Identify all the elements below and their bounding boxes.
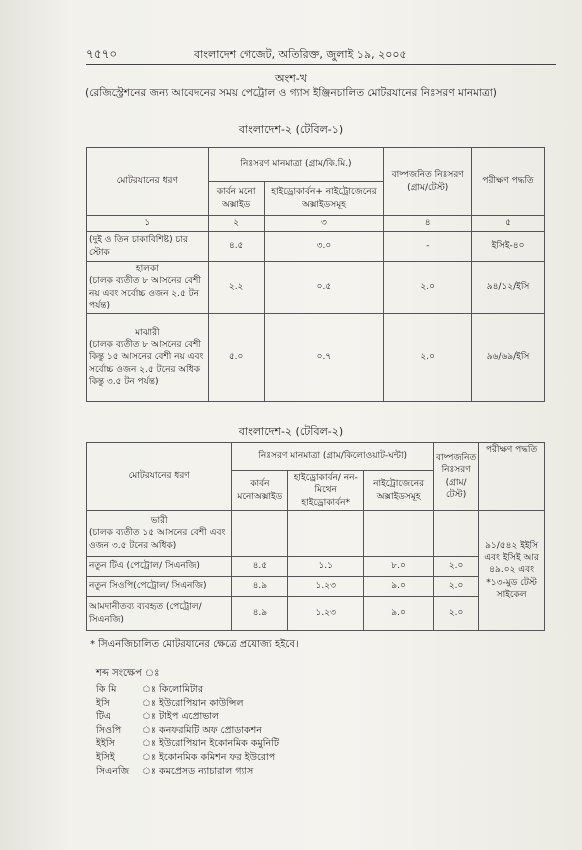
abbreviation-meaning: ঃ কমপ্রেসড ন্যাচারাল গ্যাস xyxy=(142,765,254,777)
abbreviations-title: শব্দ সংক্ষেপ ঃ xyxy=(96,668,160,679)
abbreviation: সিওপি xyxy=(96,724,122,736)
abbreviation-meaning: ঃ টাইপ এপ্রোভাল xyxy=(142,711,220,723)
table-row xyxy=(87,557,545,577)
header-emission-standard: নিঃসরণ মানমাত্রা (গ্রাম/কি.মি.) xyxy=(208,148,384,182)
co-cell: ৪.৫ xyxy=(208,232,264,262)
page-number: ৭৫৭০ xyxy=(86,47,118,61)
header-hc: হাইড্রোকার্বন/ নন-মিথেন হাইড্রোকার্বন* xyxy=(288,471,364,511)
hc-cell: ১.১ xyxy=(288,557,364,577)
vehicle-type-cell: (দুই ও তিন চাকাবিশিষ্ট) চার স্টোক xyxy=(87,232,209,262)
header-test-method: পরীক্ষণ পদ্ধতি xyxy=(472,148,545,216)
abbreviation: কি মি xyxy=(96,684,117,695)
vehicle-type-cell xyxy=(87,314,209,402)
col-number: ৩ xyxy=(264,216,384,232)
abbreviations-list xyxy=(96,683,279,778)
col-number: ৪ xyxy=(384,216,472,232)
evap-cell: ২.০ xyxy=(384,262,472,314)
page-header xyxy=(86,44,556,65)
header-vehicle-type: মোটরযানের ধরণ xyxy=(87,443,232,511)
list-item xyxy=(96,724,279,738)
abbreviation-meaning: ঃ কনফরমিটি অফ প্রোডাকশন xyxy=(142,724,262,736)
abbreviation-meaning: ঃ কিলোমিটার xyxy=(142,684,204,695)
table-row xyxy=(87,232,545,262)
vehicle-type-cell xyxy=(87,262,209,314)
emission-table-1 xyxy=(86,147,545,402)
abbreviation: ইইসি xyxy=(96,738,115,750)
co-cell: ৪.৯ xyxy=(232,577,288,597)
col-number: ২ xyxy=(208,216,264,232)
table1-title: বাংলাদেশ-২ (টেবিল-১) xyxy=(238,123,344,136)
evap-cell: ২.০ xyxy=(434,577,479,597)
nox-cell: ৯.০ xyxy=(364,577,434,597)
nox-cell: ৮.০ xyxy=(364,557,434,577)
test-method-cell: ৯৬/৬৯/ইসি xyxy=(472,314,545,402)
abbreviation-meaning: ঃ ইউরোপিয়ান ইকোনমিক কমুনিটি xyxy=(142,738,280,750)
list-item xyxy=(96,683,279,697)
header-nox: নাইট্রোজেনের অক্সাইডসমূহ xyxy=(364,471,434,511)
evap-cell: ২.০ xyxy=(434,557,479,577)
list-item xyxy=(96,697,279,711)
co-cell: ৪.৫ xyxy=(232,557,288,577)
table-row xyxy=(87,577,545,597)
hc-nox-cell: ০.৫ xyxy=(264,262,384,314)
test-method-cell: ৯১/৫৪২ ইইসি এবং ইসিই আর ৪৯.০২ এবং *১৩-মুড টেস্ট সাইকেল xyxy=(479,511,545,631)
evap-cell: - xyxy=(384,232,472,262)
co-cell: ২.২ xyxy=(208,262,264,314)
header-evaporative-emission: বাষ্পজনিত নিঃসরণ (গ্রাম/টেস্ট) xyxy=(434,443,479,511)
vehicle-type-title: হালকা xyxy=(135,264,159,275)
abbreviation: টিএ xyxy=(96,711,112,723)
table-row xyxy=(87,511,545,557)
vehicle-type-desc: (চালক ব্যতীত ৮ আসনের বেশী নয় এবং সর্বোচ্চ ওজন ২.৫ টন পর্যন্ত) xyxy=(89,276,201,311)
header-test-method: পরীক্ষণ পদ্ধতি xyxy=(479,443,545,511)
vehicle-type-cell: আমদানীতব্য ব্যবহৃত (পেট্রোল/ সিএনজি) xyxy=(87,597,232,631)
table-row xyxy=(87,314,545,402)
section-subtitle: (রেজিস্ট্রেশনের জন্য আবেদনের সময় পেট্রোল ও গ্যাস ইঞ্জিনচালিত মোটরযানের নিঃসরণ মানমাত্রা) xyxy=(85,87,497,99)
col-number: ৫ xyxy=(472,216,545,232)
co-cell: ৪.৯ xyxy=(232,597,288,631)
emission-table-2 xyxy=(86,442,545,631)
hc-cell: ১.২৩ xyxy=(288,577,364,597)
vehicle-type-title: ভারী xyxy=(150,516,168,527)
abbreviation-meaning: ঃ ইউরোপিয়ান কাউন্সিল xyxy=(142,697,244,709)
vehicle-type-cell: নতুন সিওপি(পেট্রোল/ সিএনজি) xyxy=(87,577,232,597)
section-title: অংশ-খ xyxy=(275,72,307,85)
header-co: কার্বন মনোঅক্সাইড xyxy=(232,471,288,511)
header-co: কার্বন মনো অক্সাইড xyxy=(208,182,264,216)
vehicle-type-cell xyxy=(87,511,232,557)
hc-cell: ১.২৩ xyxy=(288,597,364,631)
list-item xyxy=(96,765,279,779)
table-row xyxy=(87,597,545,631)
list-item xyxy=(96,710,279,724)
vehicle-type-cell: নতুন টিএ (পেট্রোল/ সিএনজি) xyxy=(87,557,232,577)
evap-cell: ২.০ xyxy=(434,597,479,631)
co-cell: ৫.০ xyxy=(208,314,264,402)
table2-title: বাংলাদেশ-২ (টেবিল-২) xyxy=(238,425,344,438)
test-method-cell: ৯৪/১২/ইসি xyxy=(472,262,545,314)
table-row xyxy=(87,262,545,314)
abbreviation: ইসিই xyxy=(96,751,115,763)
vehicle-type-desc: (চালক ব্যতীত ১৫ আসনের বেশী এবং ওজন ৩.৫ টনের অধিক) xyxy=(89,528,226,551)
col-number: ১ xyxy=(87,216,209,232)
header-hc-nox: হাইড্রোকার্বন+ নাইট্রোজেনের অক্সাইডসমূহ xyxy=(264,182,384,216)
vehicle-type-title: মাঝারী xyxy=(135,328,160,339)
evap-cell: ২.০ xyxy=(384,314,472,402)
test-method-cell: ইসিই-৪০ xyxy=(472,232,545,262)
header-vehicle-type: মোটরযানের ধরণ xyxy=(87,148,209,216)
vehicle-type-desc: (চালক ব্যতীত ৮ আসনের বেশী কিন্তু ১৫ আসনের বেশী নয় এবং সর্বোচ্চ ওজন ২.৫ টনের অধিক কিন্তু ৩.৫ টন পর্যন্ত) xyxy=(89,340,204,387)
hc-nox-cell: ০.৭ xyxy=(264,314,384,402)
abbreviation-meaning: ঃ ইকোনমিক কমিশন ফর ইউরোপ xyxy=(142,751,276,763)
hc-nox-cell: ৩.০ xyxy=(264,232,384,262)
gazette-title: বাংলাদেশ গেজেট, অতিরিক্ত, জুলাই ১৯, ২০০৫ xyxy=(194,48,407,61)
abbreviation: সিএনজি xyxy=(96,765,130,777)
list-item xyxy=(96,737,279,751)
nox-cell: ৯.০ xyxy=(364,597,434,631)
abbreviation: ইসি xyxy=(96,697,110,709)
footnote: * সিএনজিচালিত মোটরযানের ক্ষেত্রে প্রযোজ্য হইবে। xyxy=(90,639,299,650)
header-emission-standard: নিঃসরণ মানমাত্রা (গ্রাম/কিলোওয়াট-ঘন্টা) xyxy=(232,443,434,471)
header-evaporative-emission: বাষ্পজনিত নিঃসরণ (গ্রাম/টেস্ট) xyxy=(384,148,472,216)
list-item xyxy=(96,751,279,765)
